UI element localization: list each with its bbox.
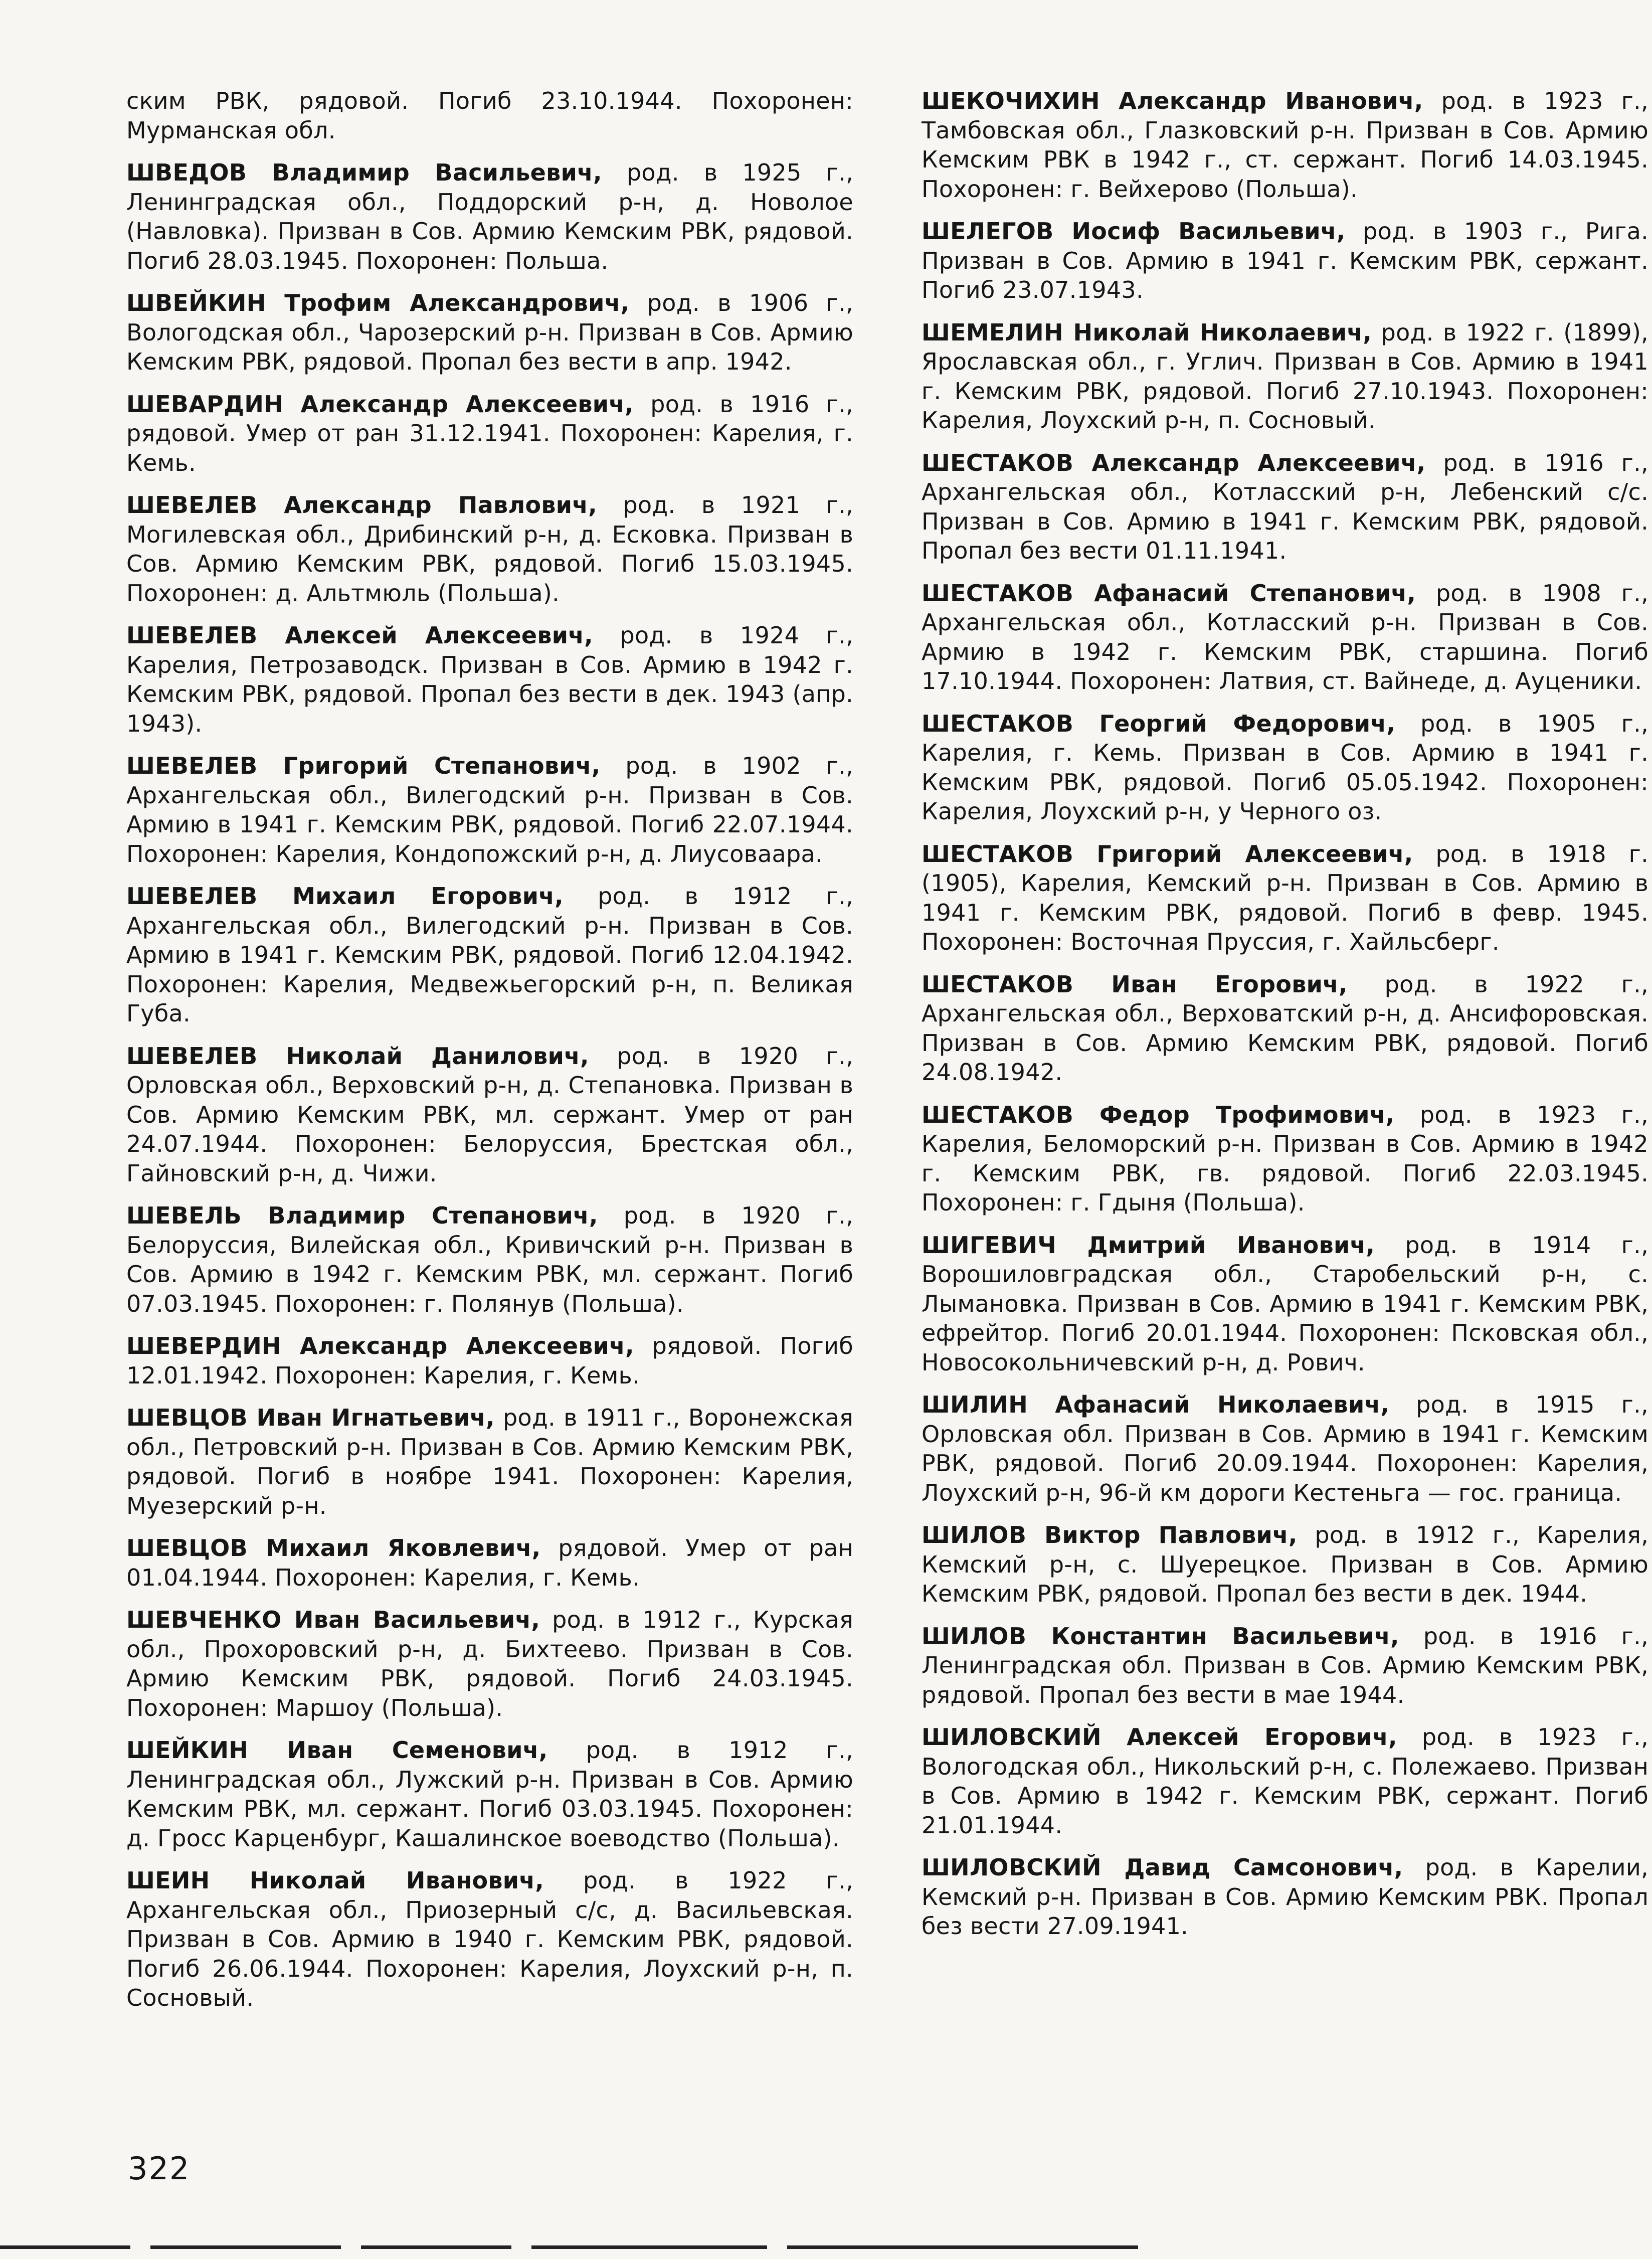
entry <box>922 1390 1648 1507</box>
entry-name: ШИЛОВСКИЙ Алексей Егорович, <box>922 1723 1397 1751</box>
entry <box>126 288 853 377</box>
entry <box>922 1853 1648 1941</box>
entry <box>922 709 1648 826</box>
entry-name: ШЕВЧЕНКО Иван Васильевич, <box>126 1606 540 1633</box>
entry-name: ШЕСТАКОВ Иван Егорович, <box>922 970 1348 998</box>
entry-name: ШЕСТАКОВ Александр Алексеевич, <box>922 449 1426 476</box>
entry-text: рядовой. Умер от ран 01.04.1944. Похоронен: Карелия, г. Кемь. <box>126 1534 853 1591</box>
entry-name: ШЕВЕЛЕВ Александр Павлович, <box>126 491 597 518</box>
entry-text: род. в 1922 г., Архангельская обл., Верховатский р-н, д. Ансифоровская. Призван в Сов. Армию Кемским РВК, рядовой. Погиб 24.08.1942. <box>922 970 1648 1086</box>
entry-text: ским РВК, рядовой. Погиб 23.10.1944. Похоронен: Мурманская обл. <box>126 87 853 144</box>
entry-text: род. в 1905 г., Карелия, г. Кемь. Призван в Сов. Армию в 1941 г. Кемским РВК, рядовой. Погиб 05.05.1942. Похоронен: Карелия, Лоухский р-н, у Черного оз. <box>922 710 1648 825</box>
entry <box>922 579 1648 696</box>
entry <box>126 882 853 1028</box>
entry-text: род. в 1916 г., Архангельская обл., Котласский р-н, Лебенский с/с. Призван в Сов. Армию в 1941 г. Кемским РВК, рядовой. Пропал без вести 01.11.1941. <box>922 449 1648 564</box>
entry-text: род. в 1918 г. (1905), Карелия, Кемский р-н. Призван в Сов. Армию в 1941 г. Кемским РВК, рядовой. Погиб в февр. 1945. Похоронен: Восточная Пруссия, г. Хайльсберг. <box>922 840 1648 955</box>
entry <box>922 217 1648 305</box>
entry <box>126 751 853 868</box>
entry-text: род. в 1925 г., Ленинградская обл., Поддорский р-н, д. Новолое (Навловка). Призван в Сов. Армию Кемским РВК, рядовой. Погиб 28.03.1945. Похоронен: Польша. <box>126 159 853 274</box>
entry-name: ШЕВАРДИН Александр Алексеевич, <box>126 390 634 418</box>
entry-text: род. в 1923 г., Вологодская обл., Никольский р-н, с. Полежаево. Призван в Сов. Армию в 1942 г. Кемским РВК, сержант. Погиб 21.01.1944. <box>922 1723 1648 1839</box>
footer-rule <box>0 2245 130 2249</box>
entry-name: ШЕКОЧИХИН Александр Иванович, <box>922 87 1423 114</box>
entry <box>922 1622 1648 1710</box>
entry <box>126 1533 853 1592</box>
entry-name: ШЕИН Николай Иванович, <box>126 1867 544 1894</box>
entry-text: род. в 1915 г., Орловская обл. Призван в Сов. Армию в 1941 г. Кемским РВК, рядовой. Погиб 20.09.1944. Похоронен: Карелия, Лоухский р-н, 96-й км дороги Кестеньга — гос. граница. <box>922 1391 1648 1506</box>
entry-text: род. в 1912 г., Ленинградская обл., Лужский р-н. Призван в Сов. Армию Кемским РВК, мл. сержант. Погиб 03.03.1945. Похоронен: д. Гросс Карценбург, Кашалинское воеводство (Польша). <box>126 1736 853 1852</box>
entry-name: ШИГЕВИЧ Дмитрий Иванович, <box>922 1231 1375 1259</box>
entry-name: ШЕВЦОВ Михаил Яковлевич, <box>126 1534 541 1561</box>
entry-name: ШЕВЕЛЕВ Михаил Егорович, <box>126 883 564 910</box>
entry <box>126 621 853 738</box>
entry-name: ШЕЙКИН Иван Семенович, <box>126 1736 548 1764</box>
entry-text: род. в 1920 г., Орловская обл., Верховский р-н, д. Степановка. Призван в Сов. Армию Кемским РВК, мл. сержант. Умер от ран 24.07.1944. Похоронен: Белоруссия, Брестская обл., Гайновский р-н, д. Чижи. <box>126 1042 853 1187</box>
entry-text: род. в 1914 г., Ворошиловградская обл., Старобельский р-н, с. Лымановка. Призван в Сов. Армию в 1941 г. Кемским РВК, ефрейтор. Погиб 20.01.1944. Похоронен: Псковская обл., Новосокольничевский р-н, д. Рович. <box>922 1231 1648 1376</box>
entry-name: ШЕМЕЛИН Николай Николаевич, <box>922 318 1372 346</box>
entry-name: ШЕСТАКОВ Федор Трофимович, <box>922 1101 1395 1128</box>
entry-name: ШЕВЕЛЕВ Николай Данилович, <box>126 1042 589 1070</box>
left-column <box>126 86 853 2026</box>
entry-text: род. в 1912 г., Карелия, Кемский р-н, с. Шуерецкое. Призван в Сов. Армию Кемским РВК, рядовой. Пропал без вести в дек. 1944. <box>922 1521 1648 1607</box>
entry-text: род. в 1920 г., Белоруссия, Вилейская обл., Кривичский р-н. Призван в Сов. Армию в 1942 г. Кемским РВК, мл. сержант. Погиб 07.03.1945. Похоронен: г. Полянув (Польша). <box>126 1202 853 1317</box>
entry-name: ШЕВЕЛЬ Владимир Степанович, <box>126 1202 598 1229</box>
entry-name: ШЕЛЕГОВ Иосиф Васильевич, <box>922 218 1346 245</box>
entry-text: род. в 1916 г., Ленинградская обл. Призван в Сов. Армию Кемским РВК, рядовой. Пропал без вести в мае 1944. <box>922 1622 1648 1708</box>
entry <box>922 839 1648 957</box>
entry-text: род. в 1921 г., Могилевская обл., Дрибинский р-н, д. Есковка. Призван в Сов. Армию Кемским РВК, рядовой. Погиб 15.03.1945. Похоронен: д. Альтмюль (Польша). <box>126 491 853 607</box>
entry-text: род. в 1924 г., Карелия, Петрозаводск. Призван в Сов. Армию в 1942 г. Кемским РВК, рядовой. Пропал без вести в дек. 1943 (апр. 1943). <box>126 622 853 737</box>
entry <box>126 1735 853 1853</box>
entry <box>922 970 1648 1087</box>
entry <box>126 1605 853 1722</box>
entry-text: род. в 1912 г., Курская обл., Прохоровский р-н, д. Бихтеево. Призван в Сов. Армию Кемским РВК, рядовой. Погиб 24.03.1945. Похоронен: Маршоу (Польша). <box>126 1606 853 1721</box>
entry <box>126 86 853 145</box>
entry-text: род. в Карелии, Кемский р-н. Призван в Сов. Армию Кемским РВК. Пропал без вести 27.09.1941. <box>922 1854 1648 1940</box>
entry-name: ШЕВЕЛЕВ Алексей Алексеевич, <box>126 622 593 649</box>
entry-text: рядовой. Погиб 12.01.1942. Похоронен: Карелия, г. Кемь. <box>126 1332 854 1389</box>
entry <box>126 1201 853 1318</box>
entry-name: ШИЛОВСКИЙ Давид Самсонович, <box>922 1854 1403 1881</box>
page-number: 322 <box>128 2150 191 2187</box>
entry <box>126 1866 853 2013</box>
entry-text: род. в 1923 г., Тамбовская обл., Глазковский р-н. Призван в Сов. Армию Кемским РВК в 1942 г., ст. сержант. Погиб 14.03.1945. Похоронен: г. Вейхерово (Польша). <box>922 87 1648 203</box>
footer-rule <box>787 2245 1138 2249</box>
entry <box>126 1403 853 1520</box>
entry-text: род. в 1912 г., Архангельская обл., Вилегодский р-н. Призван в Сов. Армию в 1941 г. Кемским РВК, рядовой. Погиб 12.04.1942. Похоронен: Карелия, Медвежьегорский р-н, п. Великая Губа. <box>126 883 853 1027</box>
entry-text: род. в 1922 г. (1899), Ярославская обл., г. Углич. Призван в Сов. Армию в 1941 г. Кемским РВК, рядовой. Погиб 27.10.1943. Похоронен: Карелия, Лоухский р-н, п. Сосновый. <box>922 318 1648 434</box>
entry <box>922 1722 1648 1840</box>
entry <box>922 1231 1648 1377</box>
right-column <box>922 86 1648 1954</box>
entry-name: ШЕВЕРДИН Александр Алексеевич, <box>126 1332 634 1359</box>
entry-name: ШВЕЙКИН Трофим Александрович, <box>126 289 630 316</box>
entry-text: род. в 1911 г., Воронежская обл., Петровский р-н. Призван в Сов. Армию Кемским РВК, рядовой. Погиб в ноябре 1941. Похоронен: Карелия, Муезерский р-н. <box>126 1404 853 1519</box>
entry <box>126 490 853 608</box>
entry <box>922 1100 1648 1218</box>
entry <box>922 86 1648 204</box>
footer-rule <box>531 2245 767 2249</box>
entry <box>126 158 853 275</box>
entry <box>922 1520 1648 1609</box>
entry-name: ШЕВЦОВ Иван Игнатьевич, <box>126 1404 495 1431</box>
entry-name: ШЕСТАКОВ Георгий Федорович, <box>922 710 1396 737</box>
entry-name: ШИЛИН Афанасий Николаевич, <box>922 1391 1390 1418</box>
entry-name: ШВЕДОВ Владимир Васильевич, <box>126 159 602 186</box>
entry-name: ШЕВЕЛЕВ Григорий Степанович, <box>126 752 601 779</box>
entry <box>126 1331 853 1390</box>
footer-rule <box>150 2245 341 2249</box>
entry-text: род. в 1922 г., Архангельская обл., Приозерный с/с, д. Васильевская. Призван в Сов. Армию в 1940 г. Кемским РВК, рядовой. Погиб 26.06.1944. Похоронен: Карелия, Лоухский р-н, п. Сосновый. <box>126 1867 853 2011</box>
entry-text: род. в 1906 г., Вологодская обл., Чарозерский р-н. Призван в Сов. Армию Кемским РВК, рядовой. Пропал без вести в апр. 1942. <box>126 289 853 375</box>
entry-text: род. в 1916 г., рядовой. Умер от ран 31.12.1941. Похоронен: Карелия, г. Кемь. <box>126 390 853 476</box>
entry <box>126 390 853 478</box>
entry <box>922 318 1648 435</box>
entry-name: ШЕСТАКОВ Григорий Алексеевич, <box>922 840 1413 867</box>
entry-text: род. в 1923 г., Карелия, Беломорский р-н. Призван в Сов. Армию в 1942 г. Кемским РВК, гв. рядовой. Погиб 22.03.1945. Похоронен: г. Гдыня (Польша). <box>922 1101 1648 1216</box>
entry <box>126 1041 853 1188</box>
footer-rule <box>361 2245 511 2249</box>
entry-text: род. в 1908 г., Архангельская обл., Котласский р-н. Призван в Сов. Армию в 1942 г. Кемским РВК, старшина. Погиб 17.10.1944. Похоронен: Латвия, ст. Вайнеде, д. Ауценики. <box>922 579 1648 694</box>
entry-text: род. в 1902 г., Архангельская обл., Вилегодский р-н. Призван в Сов. Армию в 1941 г. Кемским РВК, рядовой. Погиб 22.07.1944. Похоронен: Карелия, Кондопожский р-н, д. Лиусоваара. <box>126 752 853 867</box>
entry-name: ШИЛОВ Константин Васильевич, <box>922 1622 1399 1650</box>
entry-text: род. в 1903 г., Рига. Призван в Сов. Армию в 1941 г. Кемским РВК, сержант. Погиб 23.07.1943. <box>922 218 1648 303</box>
entry-name: ШИЛОВ Виктор Павлович, <box>922 1521 1298 1548</box>
entry <box>922 448 1648 566</box>
entry-name: ШЕСТАКОВ Афанасий Степанович, <box>922 579 1416 607</box>
